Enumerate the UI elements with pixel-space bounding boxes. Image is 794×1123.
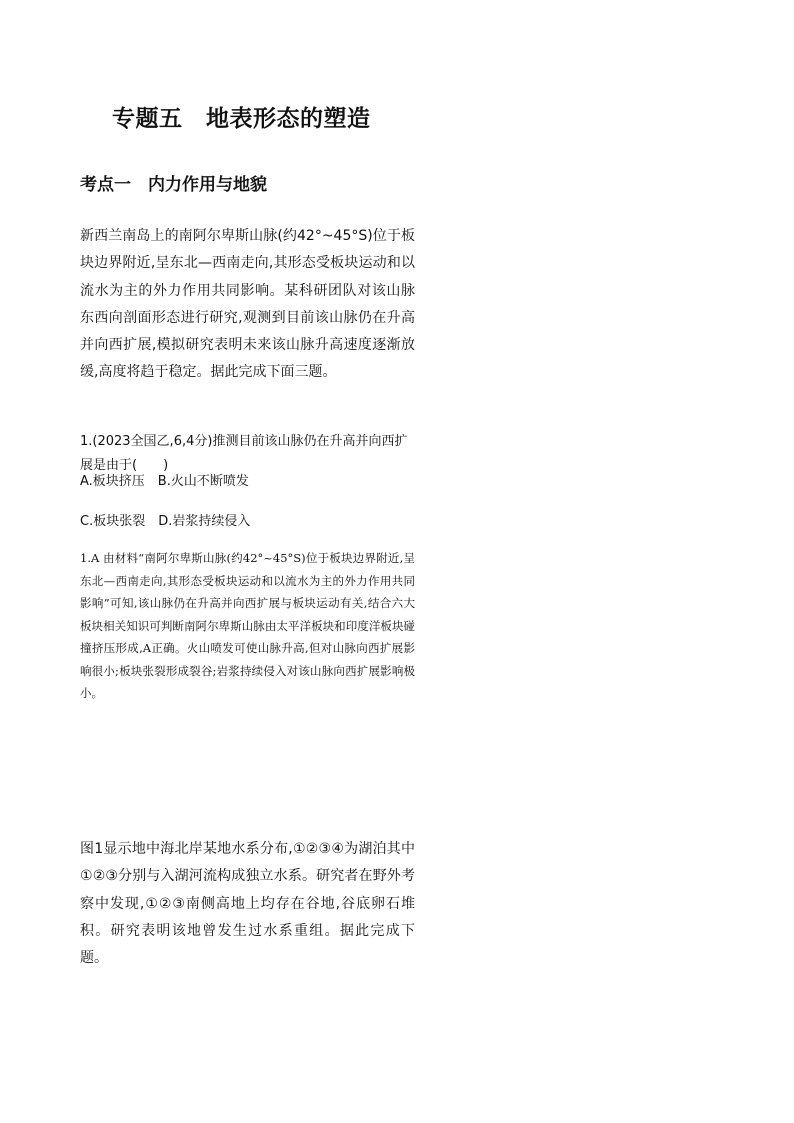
material-paragraph-2: 图1显示地中海北岸某地水系分布,①②③④为湖泊其中①②③分别与入湖河流构成独立水系。研究者在野外考察中发现,①②③南侧高地上均存在谷地,谷底卵石堆积。研究表明该地曾发生过水系重组。据此完成下题。 <box>80 841 415 967</box>
page-title: 专题五 地表形态的塑造 <box>112 106 371 132</box>
options-row-1: A.板块挤压 B.火山不断喷发 <box>80 474 249 489</box>
question-1: 1.(2023全国乙,6,4分)推测目前该山脉仍在升高并向西扩展是由于( ) <box>80 434 408 473</box>
answer-explanation-1: 1.A 由材料“南阿尔卑斯山脉(约42°~45°S)位于板块边界附近,呈东北—西南走向,其形态受板块运动和以流水为主的外力作用共同影响”可知,该山脉仍在升高并向西扩展与板块运动有关,结合六大板块相关知识可判断南阿尔卑斯山脉由太平洋板块和印度洋板块碰撞挤压形成,A正确。火山喷发可使山脉升高,但对山脉向西扩展影响很小;板块张裂形成裂谷;岩浆持续侵入对该山脉向西扩展影响极小。 <box>80 551 415 700</box>
options-row-2: C.板块张裂 D.岩浆持续侵入 <box>80 514 251 529</box>
section-heading: 考点一 内力作用与地貌 <box>80 175 267 195</box>
material-paragraph-1: 新西兰南岛上的南阿尔卑斯山脉(约42°~45°S)位于板块边界附近,呈东北—西南走向,其形态受板块运动和以流水为主的外力作用共同影响。某科研团队对该山脉东西向剖面形态进行研究,观测到目前该山脉仍在升高并向西扩展,模拟研究表明未来该山脉升高速度逐渐放缓,高度将趋于稳定。据此完成下面三题。 <box>80 228 415 381</box>
